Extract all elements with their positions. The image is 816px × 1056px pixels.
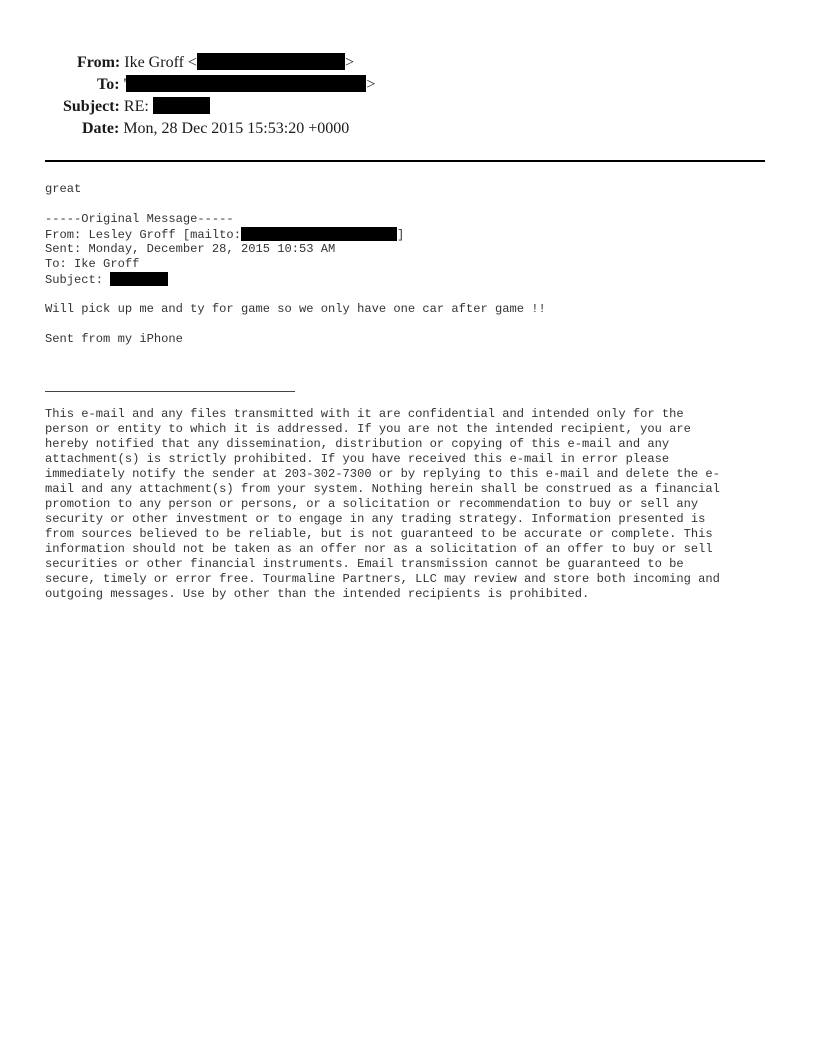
disclaimer-line: outgoing messages. Use by other than the intended recipients is prohibited. [45,587,590,601]
subject-label: Subject: [63,98,120,115]
redaction-box [241,227,397,241]
disclaimer-line: information should not be taken as an offer nor as a solicitation of an offer to buy or sell [45,542,713,556]
header-divider [45,160,765,162]
disclaimer-line: This e-mail and any files transmitted with it are confidential and intended only for the [45,407,684,421]
original-from-close: ] [396,228,405,242]
to-prefix: ' [123,76,127,93]
disclaimer-line: secure, timely or error free. Tourmaline Partners, LLC may review and store both incoming and [45,572,720,586]
signature-text: Sent from my iPhone [45,332,183,346]
original-subject [45,272,168,288]
disclaimer-line: mail and any attachment(s) from your system. Nothing herein shall be construed as a financial [45,482,720,496]
header-date [82,119,349,139]
disclaimer-line: attachment(s) is strictly prohibited. If you have received this e-mail in error please [45,452,670,466]
original-to: To: Ike Groff [45,257,140,271]
to-label: To: [97,76,120,93]
from-close: > [344,54,354,71]
header-to [97,75,375,95]
disclaimer-line: security or other investment or to engage in any trading strategy. Information presented is [45,512,706,526]
disclaimer-line: securities or other financial instruments. Email transmission cannot be guaranteed to be [45,557,684,571]
disclaimer-line: person or entity to which it is addressed. If you are not the intended recipient, you are [45,422,691,436]
original-from [45,227,404,243]
date-value: Mon, 28 Dec 2015 15:53:20 +0000 [123,120,350,137]
to-close: > [366,76,376,93]
from-name: Ike Groff < [124,54,197,71]
disclaimer-line: immediately notify the sender at 203-302-7300 or by replying to this e-mail and delete the e- [45,467,720,481]
redaction-box [197,53,345,70]
original-from-text: From: Lesley Groff [mailto: [45,228,241,242]
signature-divider [45,391,295,392]
reply-text: great [45,182,82,196]
message-text: Will pick up me and ty for game so we only have one car after game !! [45,302,546,316]
header-subject [63,97,210,117]
header-from [77,53,354,73]
subject-value: RE: [123,98,149,115]
redaction-box [110,272,168,286]
disclaimer-line: hereby notified that any dissemination, distribution or copying of this e-mail and any [45,437,670,451]
disclaimer-line: from sources believed to be reliable, but is not guaranteed to be accurate or complete. This [45,527,713,541]
disclaimer-line: promotion to any person or persons, or a solicitation or recommendation to buy or sell any [45,497,699,511]
date-label: Date: [82,120,120,137]
redaction-box [153,97,210,114]
original-subject-label: Subject: [45,273,104,287]
original-message-marker: -----Original Message----- [45,212,234,226]
from-label: From: [77,54,121,71]
original-sent: Sent: Monday, December 28, 2015 10:53 AM [45,242,336,256]
redaction-box [123,75,366,93]
